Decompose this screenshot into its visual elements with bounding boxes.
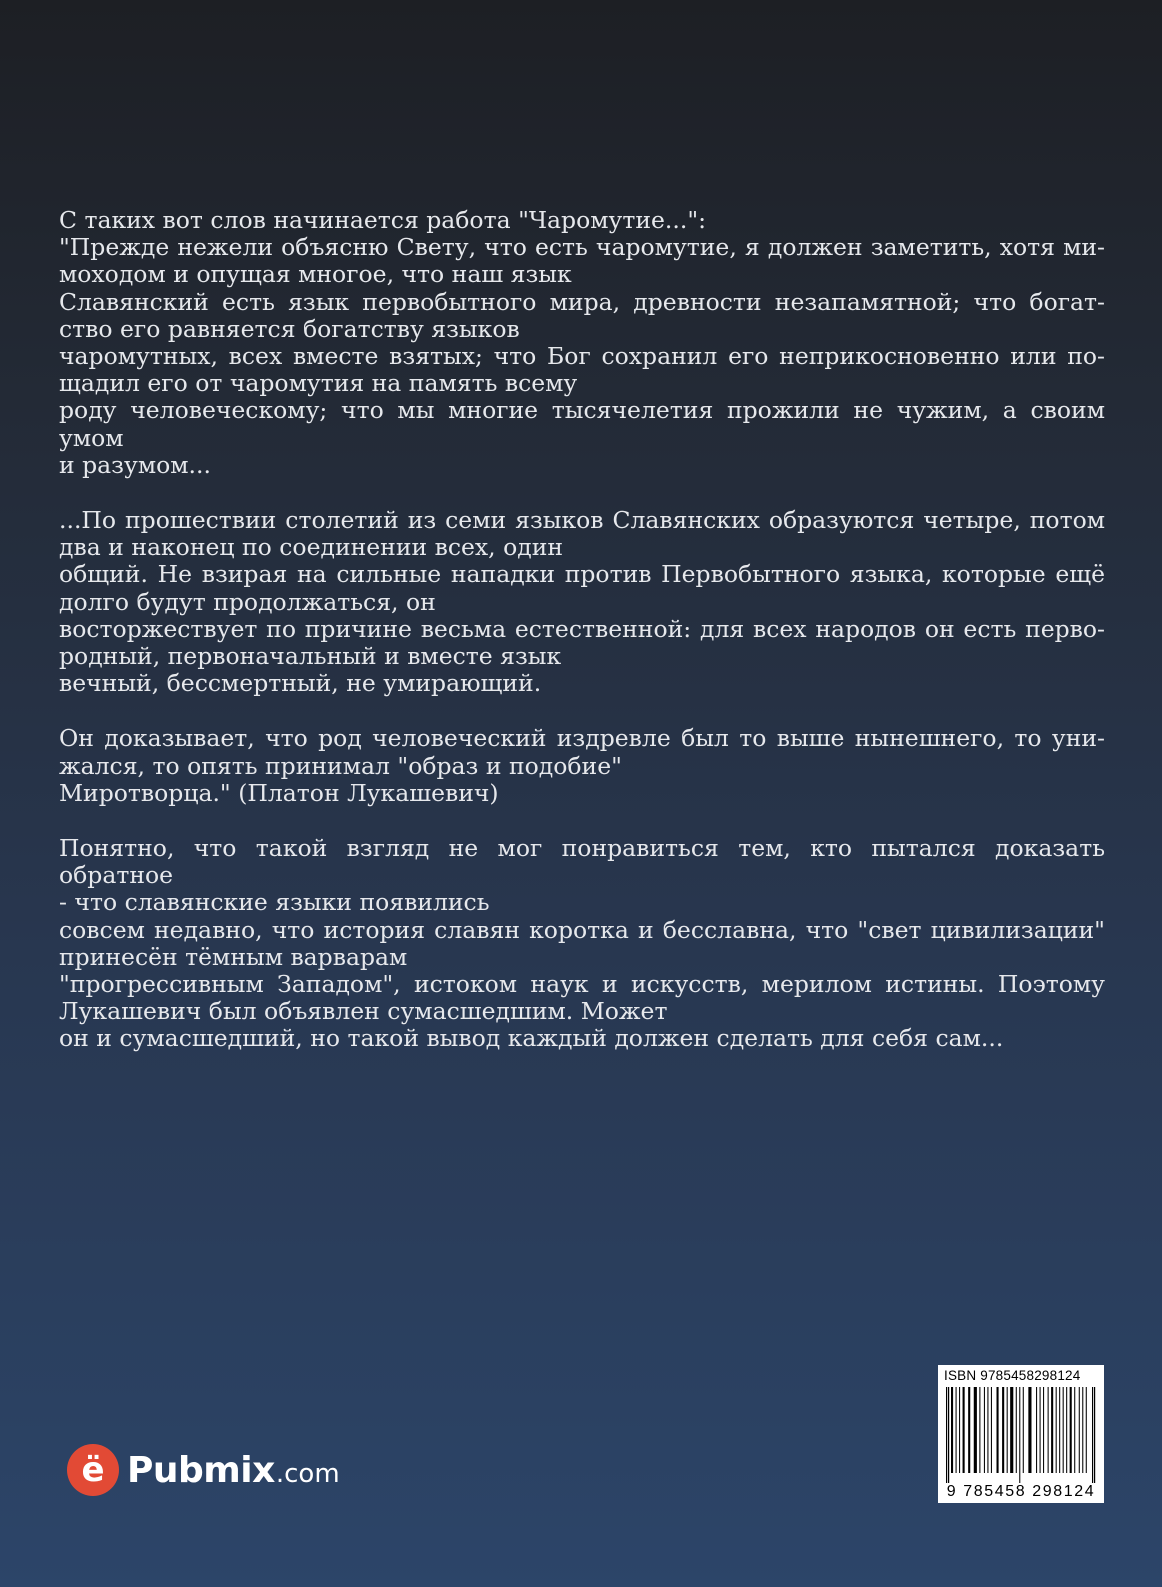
isbn-label: ISBN 9785458298124 (944, 1368, 1081, 1383)
text-line: два и наконец по соединении всех, один (59, 533, 564, 562)
text-line: Славянский есть язык первобытного мира, древности незапамятной; что богат- (59, 287, 1105, 316)
text-line: Он доказывает, что род человеческий издревле был то выше нынешнего, то уни- (59, 724, 1105, 753)
text-line: "прогрессивным Западом", истоком наук и искусств, мерилом истины. Поэтому (59, 970, 1105, 999)
text-line: он и сумасшедший, но такой вывод каждый должен сделать для себя сам... (59, 1024, 1004, 1053)
text-line: вечный, бессмертный, не умирающий. (59, 669, 542, 698)
publisher-name: Pubmix (127, 1449, 275, 1491)
publisher-logo-icon: ё (67, 1444, 119, 1496)
text-line: Понятно, что такой взгляд не мог понравиться тем, кто пытался доказать обратное (59, 834, 1105, 890)
publisher-logo (67, 1444, 340, 1496)
text-line: жался, то опять принимал "образ и подобие" (59, 751, 622, 780)
text-line: и разумом... (59, 450, 211, 479)
paragraph (59, 725, 1105, 807)
text-line: родный, первоначальный и вместе язык (59, 642, 562, 671)
text-line: принесён тёмным варварам (59, 942, 408, 971)
text-line: роду человеческому; что мы многие тысячелетия прожили не чужим, а своим умом (59, 396, 1105, 452)
text-line: совсем недавно, что история славян коротка и бесславна, что "свет цивилизации" (59, 915, 1105, 944)
isbn-digits: 9 785458 298124 (946, 1483, 1096, 1500)
paragraph (59, 207, 1105, 479)
text-line: чаромутных, всех вместе взятых; что Бог сохранил его неприкосновенно или по- (59, 342, 1105, 371)
text-line: восторжествует по причине весьма естественной: для всех народов он есть перво- (59, 614, 1105, 643)
text-line: общий. Не взирая на сильные нападки против Первобытного языка, которые ещё (59, 560, 1105, 589)
back-cover-blurb (59, 207, 1105, 1081)
publisher-domain: .com (275, 1458, 340, 1489)
text-line: - что славянские языки появились (59, 888, 490, 917)
text-line: щадил его от чаромутия на память всему (59, 369, 578, 398)
text-line: ство его равняется богатству языков (59, 314, 520, 343)
text-line: Миротворца." (Платон Лукашевич) (59, 778, 499, 807)
publisher-wordmark (127, 1450, 340, 1491)
text-line: "Прежде нежели объясню Свету, что есть чаромутие, я должен заметить, хотя ми- (59, 233, 1105, 262)
paragraph (59, 507, 1105, 697)
paragraph (59, 835, 1105, 1053)
text-line: Лукашевич был объявлен сумасшедшим. Может (59, 997, 668, 1026)
text-line: долго будут продолжаться, он (59, 587, 436, 616)
isbn-barcode-box (938, 1365, 1104, 1503)
barcode-icon (946, 1387, 1096, 1483)
text-line: ...По прошествии столетий из семи языков Славянских образуются четыре, потом (59, 506, 1105, 535)
text-line: моходом и опущая многое, что наш язык (59, 260, 572, 289)
text-line: С таких вот слов начинается работа "Чаромутие...": (59, 206, 707, 234)
